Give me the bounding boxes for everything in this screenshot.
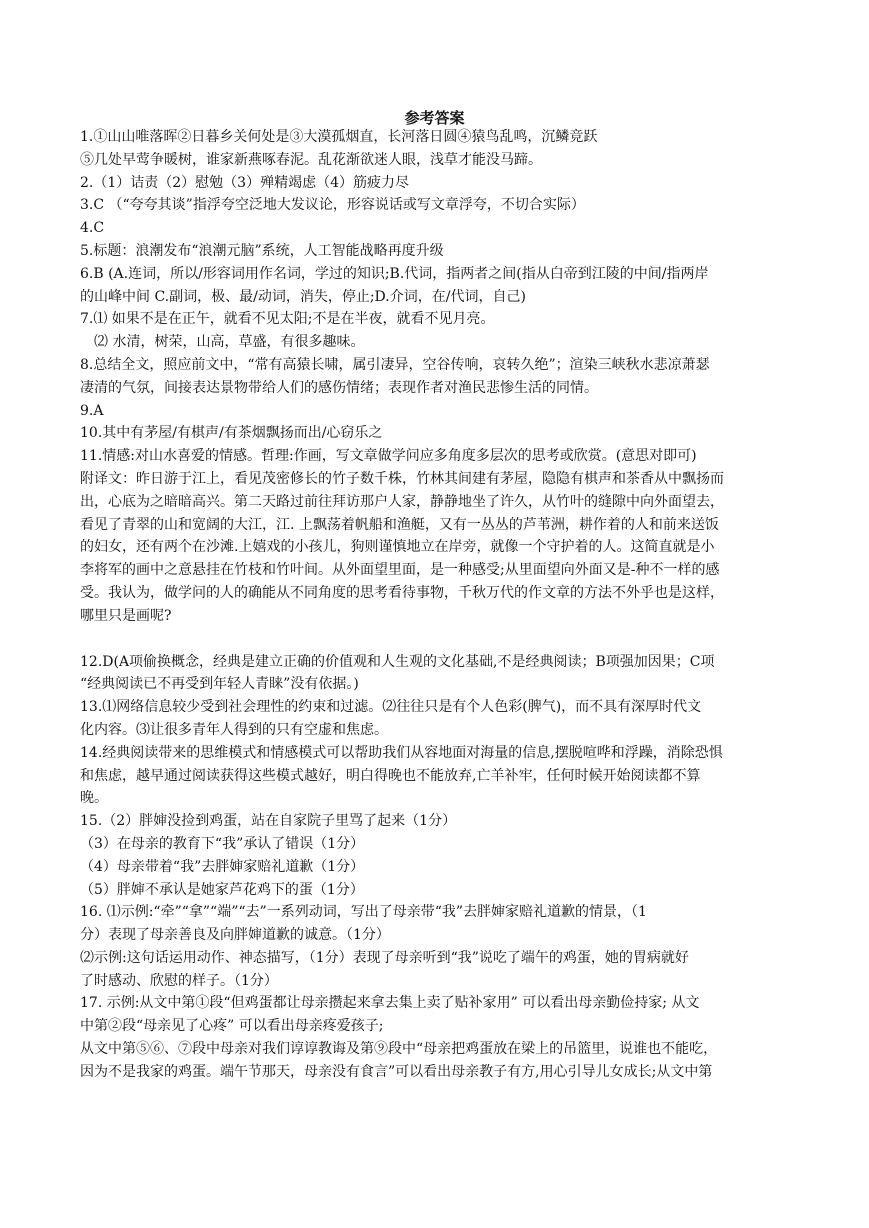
text-line: 6.B (A.连词，所以/形容词用作名词，学过的知识;B.代词，指两者之间(指从白帝到江陵的中间/指两岸 [80, 265, 709, 282]
text-line: 从文中第⑤⑥、⑦段中母亲对我们谆谆教诲及第⑨段中“母亲把鸡蛋放在梁上的吊篮里，说谁也不能吃， [80, 1041, 718, 1058]
text-line: 的妇女，还有两个在沙滩.上嬉戏的小孩儿，狗则谨慎地立在岸旁，就像一个守护着的人。这简直就是小 [80, 539, 715, 556]
text-line: 1.①山山唯落晖②日暮乡关何处是③大漠孤烟直，长河落日圆④猿鸟乱鸣，沉鳞竞跃 [80, 129, 598, 145]
text-line: 了时感动、欣慰的样子。（1分） [80, 972, 278, 989]
text-line: 5.标题：浪潮发布“浪潮元脑”系统，人工智能战略再度升级 [80, 242, 444, 259]
text-line: 11.情感:对山水喜爱的情感。哲理:作画，写文章做学问应多角度多层次的思考或欣赏。(意思对即可) [80, 448, 697, 465]
text-line: （5）胖婶不承认是她家芦花鸡下的蛋（1分） [80, 881, 364, 898]
text-line: 12.D(A项偷换概念，经典是建立正确的价值观和人生观的文化基础,不是经典阅读；B项强加因果；C项 [80, 653, 715, 670]
text-line: 10.其中有茅屋/有棋声/有茶烟飘扬而出/心窃乐之 [80, 425, 383, 442]
text-line: 出，心底为之暗暗高兴。第二天路过前往拜访那户人家，静静地坐了许久，从竹叶的缝隙中向外面望去， [80, 493, 724, 510]
text-line: “经典阅读已不再受到年轻人青睐”没有依据。) [80, 676, 359, 693]
answer-body [80, 126, 792, 1084]
text-line: 16. ⑴示例:“牵”“拿”“端”“去”一系列动词，写出了母亲带“我”去胖婶家赔礼道歉的情景，（1 [80, 904, 647, 921]
text-line: ⑤几处早莺争暖树，谁家新燕啄春泥。乱花渐欲迷人眼，浅草才能没马蹄。 [80, 151, 542, 168]
text-line: 的山峰中间 C.副词，极、最/动词，消失，停止;D.介词，在/代词，自己) [80, 288, 526, 305]
page-title: 参考答案 [404, 109, 465, 127]
text-line: 李将军的画中之意悬挂在竹枝和竹叶间。从外面望里面，是一种感受;从里面望向外面又是-种不一样的感 [80, 562, 720, 579]
text-line: 看见了青翠的山和宽阔的大江，江. 上飘荡着帆船和渔艇，又有一丛丛的芦苇洲，耕作着的人和前来送饭 [80, 516, 719, 533]
text-line: 14.经典阅读带来的思维模式和情感模式可以帮助我们从容地面对海量的信息,摆脱喧哗和浮躁，消除恐惧 [80, 744, 723, 761]
text-line: 受。我认为，做学问的人的确能从不同角度的思考看待事物，千秋万代的作文章的方法不外乎也是这样， [80, 584, 724, 601]
text-line: 13.⑴网络信息较少受到社会理性的约束和过滤。⑵往往只是有个人色彩(脾气)，而不具有深厚时代文 [80, 699, 702, 716]
text-line: 4.C [80, 220, 105, 237]
text-line: 15.（2）胖婶没捡到鸡蛋，站在自家院子里骂了起来（1分） [80, 813, 457, 830]
text-line: （3）在母亲的教育下“我”承认了错误（1分） [80, 835, 365, 852]
text-line: 7.⑴ 如果不是在正午，就看不见太阳;不是在半夜，就看不见月亮。 [80, 311, 495, 328]
text-line: 附译文：昨日游于江上，看见茂密修长的竹子数千株，竹林其间建有茅屋，隐隐有棋声和茶香从中飘扬而 [80, 470, 724, 487]
text-line: 因为不是我家的鸡蛋。端午节那天，母亲没有食言”可以看出母亲教子有方,用心引导儿女成长;从文中第 [80, 1063, 713, 1080]
text-line: 2.（1）诘责（2）慰勉（3）殚精竭虑（4）筋疲力尽 [80, 174, 409, 191]
text-line: 化内容。⑶让很多青年人得到的只有空虚和焦虑。 [80, 721, 388, 738]
text-line: 17. 示例:从文中第①段“但鸡蛋都让母亲攒起来拿去集上卖了贴补家用” 可以看出母亲勤俭持家; 从文 [80, 995, 700, 1012]
text-line: 3.C （“夸夸其谈”指浮夸空泛地大发议论，形容说话或写文章浮夸，不切合实际） [80, 197, 585, 214]
text-line: 8.总结全文，照应前文中，“常有高猿长啸，属引凄异，空谷传响，哀转久绝”；渲染三峡秋水悲凉萧瑟 [80, 356, 710, 373]
text-line: 9.A [80, 402, 104, 419]
text-line: ⑵ 水清，树荣，山高，草盛，有很多趣味。 [94, 334, 365, 351]
text-line: 晚。 [80, 790, 108, 807]
text-line: 凄清的气氛，间接表达景物带给人们的感伤情绪；表现作者对渔民悲惨生活的同情。 [80, 379, 598, 396]
text-line: 分）表现了母亲善良及向胖婶道歉的诚意。（1分） [80, 927, 390, 944]
text-line: 和焦虑，越早通过阅读获得这些模式越好，明白得晚也不能放弃,亡羊补牢，任何时候开始阅读都不算 [80, 767, 701, 784]
text-line: ⑵示例:这句话运用动作、神态描写，（1分）表现了母亲听到“我”说吃了端午的鸡蛋，她的胃病就好 [80, 949, 689, 966]
text-line: 哪里只是画呢? [80, 607, 172, 624]
blank-line [80, 628, 792, 651]
text-line: 中第②段“母亲见了心疼” 可以看出母亲疼爱孩子; [80, 1018, 384, 1035]
text-line: （4）母亲带着“我”去胖婶家赔礼道歉（1分） [80, 858, 365, 875]
